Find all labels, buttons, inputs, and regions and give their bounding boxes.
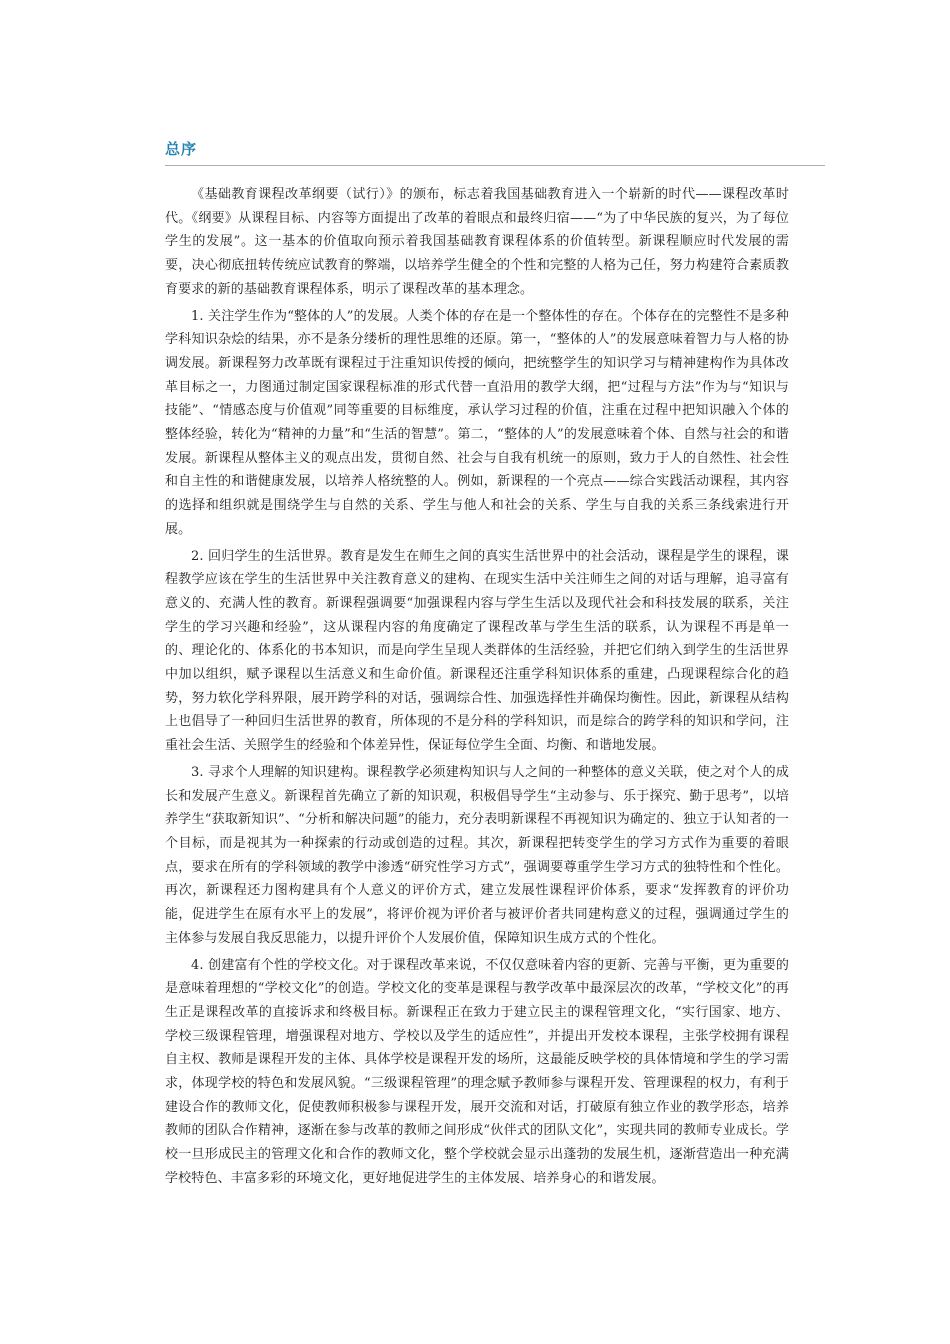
body-text — [165, 183, 789, 1194]
heading-divider — [165, 165, 825, 166]
paragraph-point-1: 1. 关注学生作为“整体的人”的发展。人类个体的存在是一个整体性的存在。个体存在的完整性不是多种学科知识杂烩的结果，亦不是条分缕析的理性思维的还原。第一，“整体的人”的发展意味着智力与人格的协调发展。新课程努力改革既有课程过于注重知识传授的倾向，把统整学生的知识学习与精神建构作为具体改革目标之一，力图通过制定国家课程标准的形式代替一直沿用的教学大纲，把“过程与方法”作为与“知识与技能”、“情感态度与价值观”同等重要的目标维度，承认学习过程的价值，注重在过程中把知识融入个体的整体经验，转化为“精神的力量”和“生活的智慧”。第二，“整体的人”的发展意味着个体、自然与社会的和谐发展。新课程从整体主义的观点出发，贯彻自然、社会与自我有机统一的原则，致力于人的自然性、社会性和自主性的和谐健康发展，以培养人格统整的人。例如，新课程的一个亮点——综合实践活动课程，其内容的选择和组织就是围绕学生与自然的关系、学生与他人和社会的关系、学生与自我的关系三条线索进行开展。 — [165, 308, 789, 537]
paragraph-point-3: 3. 寻求个人理解的知识建构。课程教学必须建构知识与人之间的一种整体的意义关联，使之对个人的成长和发展产生意义。新课程首先确立了新的知识观，积极倡导学生“主动参与、乐于探究、勤于思考”，以培养学生“获取新知识”、“分析和解决问题”的能力，充分表明新课程不再视知识为确定的、独立于认知者的一个目标，而是视其为一种探索的行动或创造的过程。其次，新课程把转变学生的学习方式作为重要的着眼点，要求在所有的学科领域的教学中渗透“研究性学习方式”，强调要尊重学生学习方式的独特性和个性化。再次，新课程还力图构建具有个人意义的评价方式，建立发展性课程评价体系，要求“发挥教育的评价功能，促进学生在原有水平上的发展”，将评价视为评价者与被评价者共同建构意义的过程，强调通过学生的主体参与发展自我反思能力，以提升评价个人发展价值，保障知识生成方式的个性化。 — [165, 764, 789, 946]
section-heading: 总序 — [165, 140, 198, 158]
paragraph-point-4: 4. 创建富有个性的学校文化。对于课程改革来说，不仅仅意味着内容的更新、完善与平衡，更为重要的是意味着理想的“学校文化”的创造。学校文化的变革是课程与教学改革中最深层次的改革，“学校文化”的再生正是课程改革的直接诉求和终极目标。新课程正在致力于建立民主的课程管理文化，“实行国家、地方、学校三级课程管理，增强课程对地方、学校以及学生的适应性”，并提出开发校本课程，主张学校拥有课程自主权、教师是课程开发的主体、具体学校是课程开发的场所，这最能反映学校的具体情境和学生的学习需求，体现学校的特色和发展风貌。“三级课程管理”的理念赋予教师参与课程开发、管理课程的权力，有利于建设合作的教师文化，促使教师积极参与课程开发，展开交流和对话，打破原有独立作业的教学形态，培养教师的团队合作精神，逐渐在参与改革的教师之间形成“伙伴式的团队文化”，实现共同的教师专业成长。学校一旦形成民主的管理文化和合作的教师文化，整个学校就会显示出蓬勃的发展生机，逐渐营造出一种充满学校特色、丰富多彩的环境文化，更好地促进学生的主体发展、培养身心的和谐发展。 — [165, 957, 789, 1186]
paragraph-point-2: 2. 回归学生的生活世界。教育是发生在师生之间的真实生活世界中的社会活动，课程是学生的课程，课程教学应该在学生的生活世界中关注教育意义的建构、在现实生活中关注师生之间的对话与理解，追寻富有意义的、充满人性的教育。新课程强调要“加强课程内容与学生生活以及现代社会和科技发展的联系，关注学生的学习兴趣和经验”，这从课程内容的角度确定了课程改革与学生生活的联系，认为课程不再是单一的、理论化的、体系化的书本知识，而是向学生呈现人类群体的生活经验，并把它们纳入到学生的生活世界中加以组织，赋予课程以生活意义和生命价值。新课程还注重学科知识体系的重建，凸现课程综合化的趋势，努力软化学科界限，展开跨学科的对话，强调综合性、加强选择性并确保均衡性。因此，新课程从结构上也倡导了一种回归生活世界的教育，所体现的不是分科的学科知识，而是综合的跨学科的知识和学问，注重社会生活、关照学生的经验和个体差异性，保证每位学生全面、均衡、和谐地发展。 — [165, 548, 789, 754]
paragraph-intro: 《基础教育课程改革纲要（试行）》的颁布，标志着我国基础教育进入一个崭新的时代——课程改革时代。《纲要》从课程目标、内容等方面提出了改革的着眼点和最终归宿——“为了中华民族的复兴，为了每位学生的发展”。这一基本的价值取向预示着我国基础教育课程体系的价值转型。新课程顺应时代发展的需要，决心彻底扭转传统应试教育的弊端，以培养学生健全的个性和完整的人格为己任，努力构建符合素质教育要求的新的基础教育课程体系，明示了课程改革的基本理念。 — [165, 187, 789, 297]
